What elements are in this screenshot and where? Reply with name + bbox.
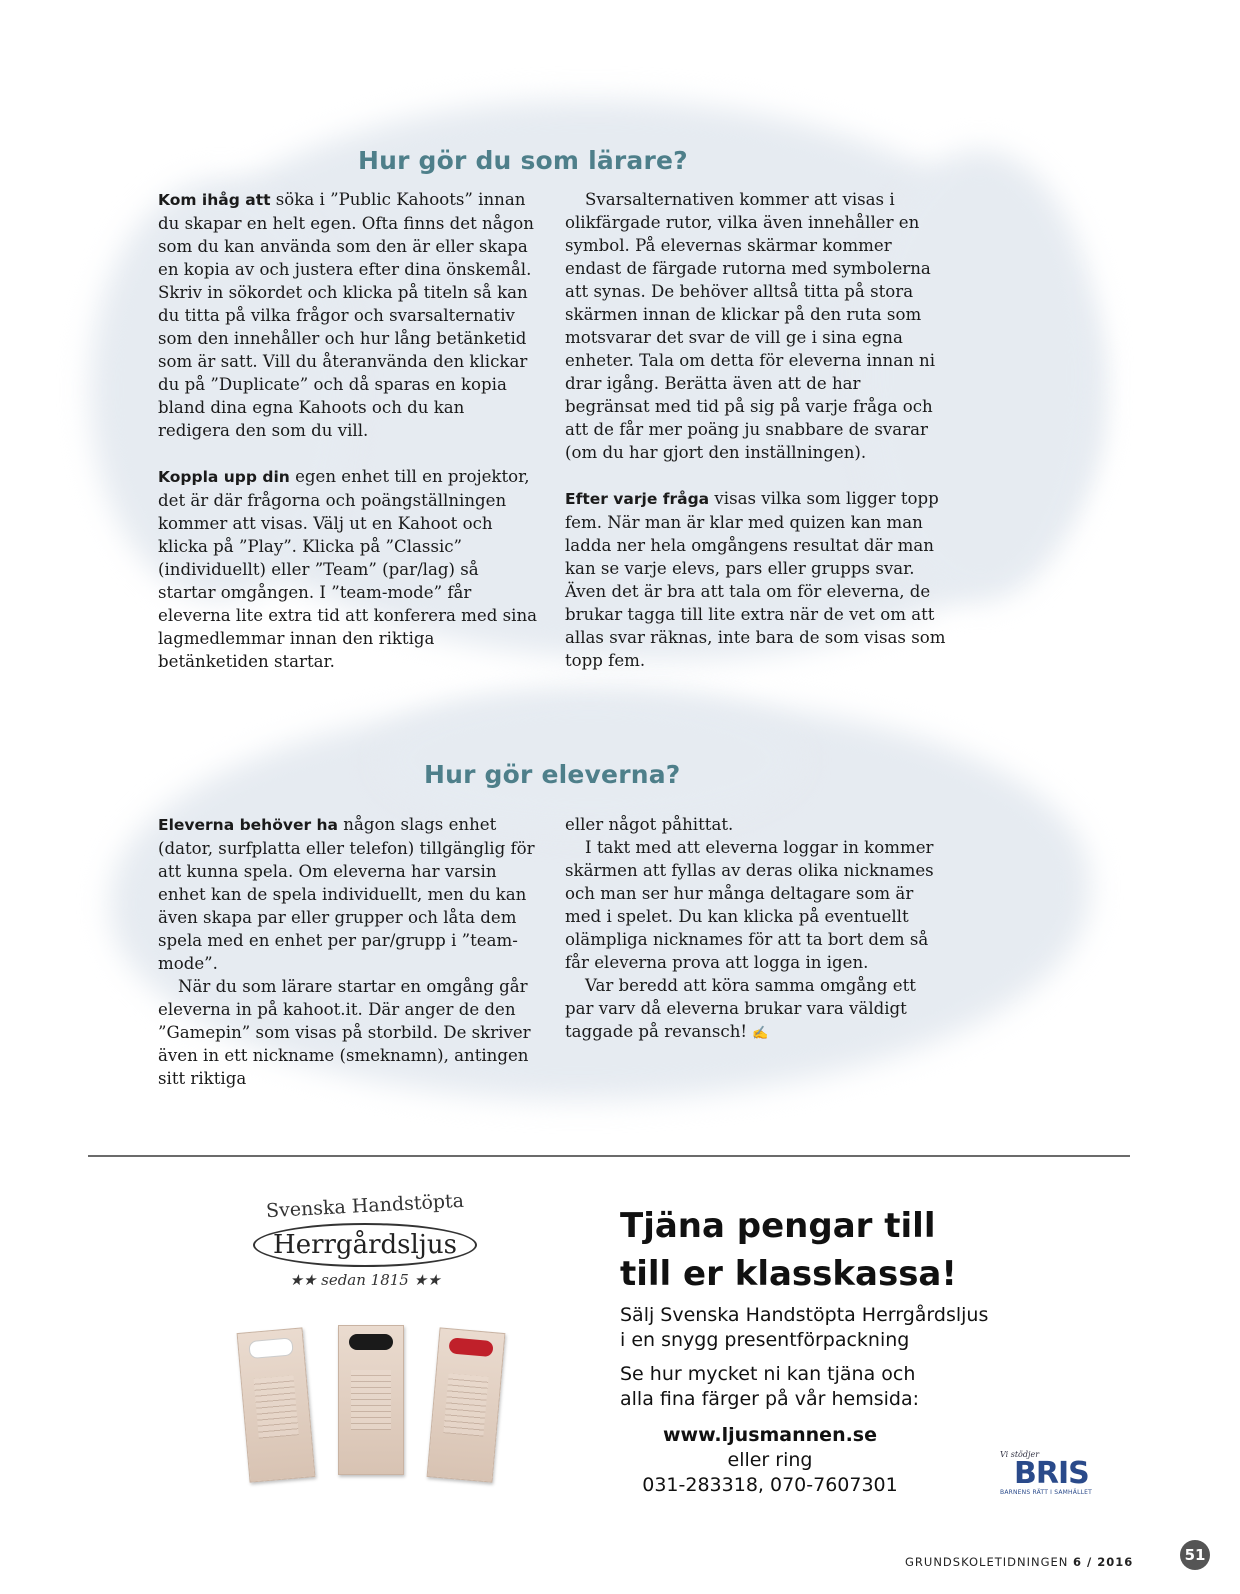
ad-text-website-intro xyxy=(620,1362,919,1412)
paragraph xyxy=(158,188,540,442)
candle-black-icon xyxy=(349,1334,393,1350)
ad-text-line: alla fina färger på vår hemsida: xyxy=(620,1388,919,1410)
section-heading-teacher: Hur gör du som lärare? xyxy=(358,146,688,175)
section2-column-right xyxy=(565,813,947,1045)
candle-box-white xyxy=(237,1327,316,1482)
or-call-text: eller ring xyxy=(727,1449,813,1471)
paragraph xyxy=(158,813,540,975)
paragraph: eller något påhittat. xyxy=(565,815,734,834)
body-text: Var beredd att köra samma omgång ett par varv då eleverna brukar vara väldigt taggade på revansch! xyxy=(565,976,916,1041)
issue-number: 6 / 2016 xyxy=(1073,1555,1134,1569)
bris-subtitle: BARNENS RÄTT I SAMHÄLLET xyxy=(1000,1489,1093,1496)
ad-text-line: Sälj Svenska Handstöpta Herrgårdsljus xyxy=(620,1304,989,1326)
section-heading-students: Hur gör eleverna? xyxy=(424,760,681,789)
paragraph: Svarsalternativen kommer att visas i olikfärgade rutor, vilka även innehåller en symbol. På elevernas skärmar kommer endast de färgade rutorna med symbolerna att synas. De behöver alltså titta på stora skärmen innan de klickar på den ruta som motsvarar det svar de vill ge i sina egna enheter. Tala om detta för eleverna innan ni drar igång. Berätta även att de har begränsat med tid på sig på varje fråga och att de får mer poäng ju snabbare de svarar (om du har gjort den inställningen). xyxy=(565,190,936,462)
candle-box-red xyxy=(427,1327,506,1482)
phone-numbers: 031-283318, 070-7607301 xyxy=(642,1474,898,1496)
body-text: söka i ”Public Kahoots” innan du skapar en helt egen. Ofta finns det någon som du kan använda som den är eller skapa en kopia av och justera efter dina önskemål. Skriv in sökordet och klicka på titeln så kan du titta på vilka frågor och svarsalternativ som den innehåller och hur lång betänketid som är satt. Vill du återanvända den klickar du på ”Duplicate” och då sparas en kopia bland dina egna Kahoots och du kan redigera den som du vill. xyxy=(158,190,534,440)
bris-tagline: Vi stödjer xyxy=(1000,1450,1040,1459)
box-label xyxy=(443,1373,488,1436)
section1-column-right xyxy=(565,188,947,672)
lead-in: Kom ihåg att xyxy=(158,191,271,209)
lead-in: Koppla upp din xyxy=(158,468,290,486)
ad-contact xyxy=(640,1423,900,1498)
ad-headline xyxy=(620,1202,957,1298)
lead-in: Eleverna behöver ha xyxy=(158,816,339,834)
paragraph xyxy=(565,487,947,672)
end-mark-icon: ✍ xyxy=(752,1026,769,1041)
brand-name: Herrgårdsljus xyxy=(253,1223,477,1267)
paragraph: I takt med att eleverna loggar in kommer skärmen att fyllas av deras olika nicknames och man ser hur många deltagare som är med i spelet. Du kan klicka på eventuellt olämpliga nicknames för att ta bort dem så får eleverna prova att logga in igen. xyxy=(565,838,934,972)
divider xyxy=(88,1155,1130,1157)
ad-text-line: Se hur mycket ni kan tjäna och xyxy=(620,1363,916,1385)
paragraph xyxy=(565,974,947,1045)
website-link[interactable]: www.ljusmannen.se xyxy=(662,1424,878,1446)
ad-headline-line: Tjäna pengar till xyxy=(620,1206,936,1246)
paragraph xyxy=(158,465,540,673)
brand-logo xyxy=(250,1189,480,1289)
page-number: 51 xyxy=(1180,1540,1210,1570)
brand-since: ★★ sedan 1815 ★★ xyxy=(289,1271,441,1289)
body-text: visas vilka som ligger topp fem. När man är klar med quizen kan man ladda ner hela omgångens resultat där man kan se varje elevs, pars eller grupps svar. Även det är bra att tala om för eleverna, de brukar tagga till lite extra när de vet om att allas svar räknas, inte bara de som visas som topp fem. xyxy=(565,489,946,670)
brand-tagline: Svenska Handstöpta xyxy=(265,1189,465,1223)
candle-red-icon xyxy=(448,1337,493,1357)
ad-text-sell xyxy=(620,1303,988,1353)
ad-text-line: i en snygg presentförpackning xyxy=(620,1329,910,1351)
section2-column-left xyxy=(158,813,540,1090)
bris-logo xyxy=(1000,1450,1100,1496)
bris-name: BRIS xyxy=(1014,1456,1089,1491)
body-text: egen enhet till en projektor, det är där frågorna och poängställningen kommer att visas. Välj ut en Kahoot och klicka på ”Play”. Klicka på ”Classic” (individuellt) eller ”Team” (par/lag) så startar omgången. I ”team-mode” får eleverna lite extra tid att konferera med sina lagmedlemmar innan den riktiga betänketiden startar. xyxy=(158,467,538,671)
footer-publication xyxy=(905,1555,1133,1569)
body-text: någon slags enhet (dator, surfplatta eller telefon) tillgänglig för att kunna spela. Om eleverna har varsin enhet kan de spela individuellt, men du kan även skapa par eller grupper och låta dem spela med en enhet per par/grupp i ”team-mode”. xyxy=(158,815,535,973)
ad-headline-line: till er klasskassa! xyxy=(620,1254,957,1294)
box-label xyxy=(254,1375,299,1438)
box-label xyxy=(351,1370,391,1430)
paragraph: När du som lärare startar en omgång går eleverna in på kahoot.it. Där anger de den ”Gamepin” som visas på storbild. De skriver även in ett nickname (smeknamn), antingen sitt riktiga xyxy=(158,977,531,1088)
candle-box-black xyxy=(338,1325,404,1475)
lead-in: Efter varje fråga xyxy=(565,490,710,508)
section1-column-left xyxy=(158,188,540,673)
candle-white-icon xyxy=(248,1337,293,1359)
publication-name: GRUNDSKOLETIDNINGEN xyxy=(905,1555,1069,1569)
